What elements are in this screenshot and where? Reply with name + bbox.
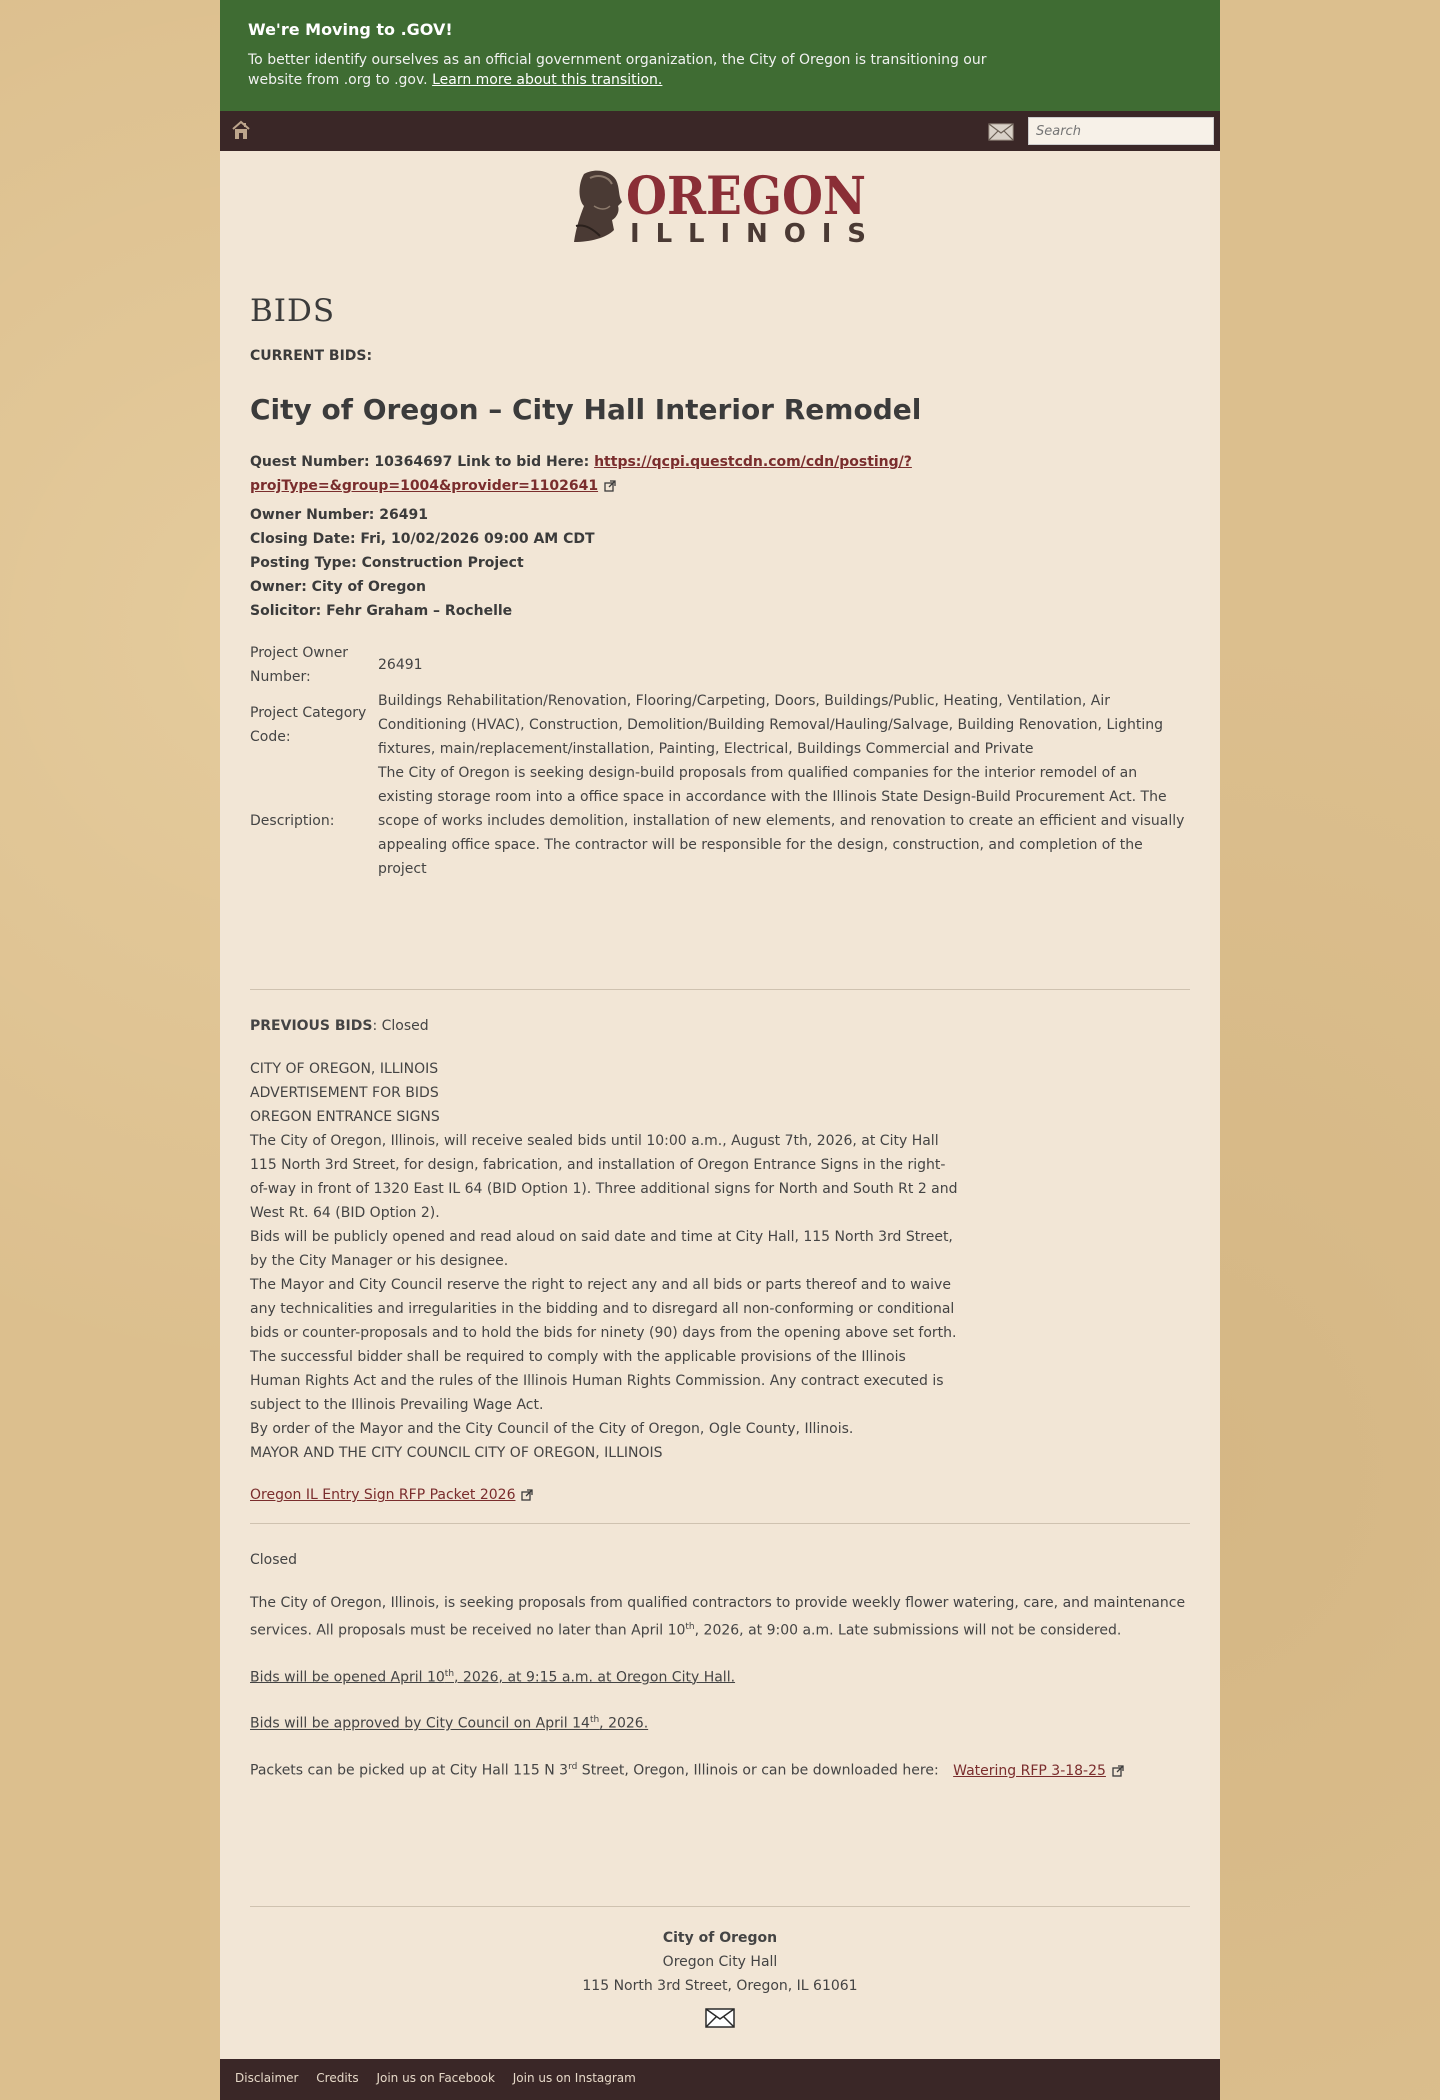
- watering-rfp-link[interactable]: Watering RFP 3-18-25: [953, 1762, 1106, 1779]
- table-row: [250, 761, 1190, 881]
- ad-line: CITY OF OREGON, ILLINOIS: [250, 1061, 439, 1077]
- closing-date: Closing Date: Fri, 10/02/2026 09:00 AM CDT: [250, 531, 595, 547]
- table-row: [250, 641, 1190, 689]
- watering-status: Closed: [250, 1552, 298, 1568]
- detail-value: Buildings Rehabilitation/Renovation, Flooring/Carpeting, Doors, Buildings/Public, Heating, Ventilation, Air Conditioning (HVAC), Construction, Demolition/Building Removal/Hauling/Salvage, Building Renovation, Lighting fixtures, main/replacement/installation, Painting, Electrical, Buildings Commercial and Private: [378, 693, 1164, 757]
- owner-number: Owner Number: 26491: [250, 507, 428, 523]
- footer-link-instagram[interactable]: Join us on Instagram: [512, 2071, 636, 2085]
- ad-line: The City of Oregon, Illinois, will receive sealed bids until 10:00 a.m., August 7th, 2026, at City Hall 115 North 3rd Street, for design, fabrication, and installation of Oregon Entrance Signs in the right-of-way in front of 1320 East IL 64 (BID Option 1). Three additional signs for North and South Rt 2 and West Rt. 64 (BID Option 2).: [250, 1133, 958, 1221]
- logo-word-oregon: OREGON: [626, 166, 866, 227]
- ad-line: OREGON ENTRANCE SIGNS: [250, 1109, 440, 1125]
- detail-label: Project Category Code:: [250, 705, 367, 745]
- external-link-icon: [604, 480, 616, 492]
- detail-value: The City of Oregon is seeking design-build proposals from qualified companies for the interior remodel of an existing storage room into a office space in accordance with the Illinois State Design-Build Procurement Act. The scope of works includes demolition, installation of new elements, and renovation to create an efficient and visually appealing office space. The contractor will be responsible for the design, construction, and completion of the project: [378, 765, 1185, 877]
- entry-sign-packet-link[interactable]: Oregon IL Entry Sign RFP Packet 2026: [250, 1487, 516, 1503]
- detail-value: 26491: [378, 657, 423, 673]
- ad-line: MAYOR AND THE CITY COUNCIL CITY OF OREGON, ILLINOIS: [250, 1445, 663, 1461]
- ad-line: Bids will be publicly opened and read aloud on said date and time at City Hall, 115 North 3rd Street, by the City Manager or his designee.: [250, 1229, 953, 1269]
- ad-line: The successful bidder shall be required to comply with the applicable provisions of the Illinois Human Rights Act and the rules of the Illinois Human Rights Commission. Any contract executed is subject to the Illinois Prevailing Wage Act.: [250, 1349, 944, 1413]
- bid-approval-note: Bids will be approved by City Council on April 14th, 2026.: [250, 1715, 649, 1732]
- bid-details-table: [250, 641, 1190, 881]
- table-row: [250, 689, 1190, 761]
- footer-building: Oregon City Hall: [662, 1954, 778, 1970]
- quest-number: Quest Number: 10364697 Link to bid Here: https://qcpi.questcdn.com/cdn/posting/? projType=&group=1004&provider=1102641: [250, 454, 912, 494]
- oregon-illinois-logo[interactable]: [570, 166, 870, 246]
- ad-line: The Mayor and City Council reserve the right to reject any and all bids or parts thereof and to waive any technicalities and irregularities in the bidding and to disregard all non-conforming or conditional bids or counter-proposals and to hold the bids for ninety (90) days from the opening above set forth.: [250, 1277, 957, 1341]
- footer-links-bar: [220, 2059, 1220, 2100]
- bid-title: City of Oregon – City Hall Interior Remodel: [250, 393, 922, 426]
- page-title: BIDS: [250, 293, 336, 329]
- external-link-icon: [521, 1489, 533, 1501]
- external-link-icon: [1112, 1765, 1124, 1777]
- banner-title: We're Moving to .GOV!: [248, 20, 453, 39]
- mail-icon[interactable]: [988, 123, 1014, 141]
- banner-text: To better identify ourselves as an official government organization, the City of Oregon is transitioning our website from .org to .gov. Learn more about this transition.: [248, 52, 987, 88]
- bid-opening-note: Bids will be opened April 10th, 2026, at 9:15 a.m. at Oregon City Hall.: [250, 1668, 736, 1686]
- footer-address: 115 North 3rd Street, Oregon, IL 61061: [582, 1978, 858, 1994]
- footer-link-facebook[interactable]: Join us on Facebook: [376, 2071, 495, 2085]
- footer-link-disclaimer[interactable]: Disclaimer: [235, 2071, 299, 2085]
- section-divider: [250, 1523, 1190, 1524]
- footer-contact: [220, 1926, 1220, 2036]
- footer-divider: [250, 1906, 1190, 1907]
- main-content: [250, 290, 1190, 1783]
- detail-label: Description:: [250, 813, 335, 829]
- footer-mail-icon[interactable]: [705, 2008, 735, 2028]
- section-divider: [250, 989, 1190, 990]
- solicitor: Solicitor: Fehr Graham – Rochelle: [250, 603, 513, 619]
- posting-type: Posting Type: Construction Project: [250, 555, 524, 571]
- watering-intro: The City of Oregon, Illinois, is seeking proposals from qualified contractors to provide weekly flower watering, care, and maintenance services. All proposals must be received no later than April 10th, 2026, at 9:00 a.m. Late submissions will not be considered.: [250, 1595, 1186, 1639]
- previous-bids-heading: PREVIOUS BIDS: Closed: [250, 1018, 429, 1034]
- top-nav-bar: [220, 111, 1220, 151]
- packet-link-row: [250, 1484, 1190, 1503]
- banner-learn-more-link[interactable]: Learn more about this transition.: [432, 72, 663, 88]
- ad-line: By order of the Mayor and the City Council of the City of Oregon, Ogle County, Illinois.: [250, 1421, 854, 1437]
- page-container: [220, 0, 1220, 2100]
- footer-org-name: City of Oregon: [662, 1930, 778, 1946]
- detail-label: Project Owner Number:: [250, 645, 349, 685]
- home-icon[interactable]: [230, 119, 252, 141]
- quest-bid-link[interactable]: https://qcpi.questcdn.com/cdn/posting/? projType=&group=1004&provider=1102641: [250, 454, 912, 494]
- packets-note: Packets can be picked up at City Hall 115 N 3rd Street, Oregon, Illinois or can be downloaded here: Watering RFP 3-18-25: [250, 1755, 1190, 1783]
- owner: Owner: City of Oregon: [250, 579, 426, 595]
- gov-transition-banner: [220, 0, 1220, 111]
- footer-link-credits[interactable]: Credits: [316, 2071, 359, 2085]
- current-bids-label: CURRENT BIDS:: [250, 348, 373, 364]
- ad-line: ADVERTISEMENT FOR BIDS: [250, 1085, 439, 1101]
- search-input[interactable]: [1028, 117, 1214, 145]
- chief-head-icon: [574, 171, 622, 242]
- previous-bid-advertisement: [250, 1057, 960, 1465]
- logo-word-illinois: ILLINOIS: [630, 219, 866, 246]
